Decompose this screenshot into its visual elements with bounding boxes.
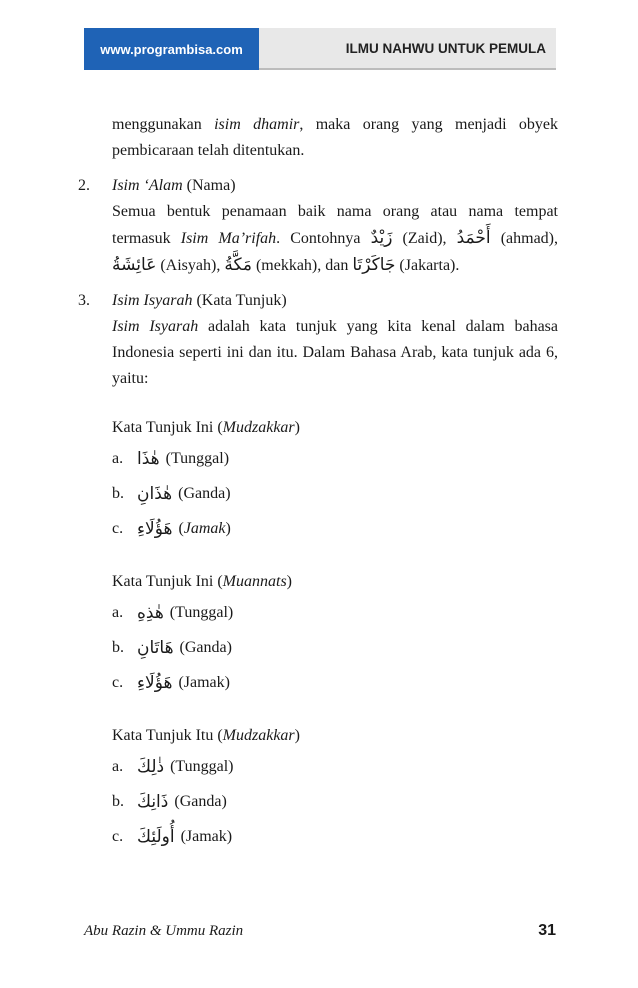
paren: (	[179, 638, 185, 656]
item-meaning: Ganda	[183, 484, 226, 502]
item-label: b.	[112, 792, 124, 810]
list-item	[78, 476, 558, 511]
author-credit: Abu Razin & Ummu Razin	[84, 922, 244, 939]
heading-term: Isim ‘Alam	[112, 177, 183, 194]
item-meaning: Tunggal	[175, 757, 229, 775]
arabic-word: أَحْمَدُ	[456, 228, 491, 248]
demonstrative-group	[78, 569, 558, 700]
item-meaning: Ganda	[179, 792, 222, 810]
paren: )	[223, 449, 230, 467]
item-label: c.	[112, 827, 124, 845]
item-label: c.	[112, 673, 124, 691]
arabic-word: زَيْدٌ	[370, 228, 393, 248]
gloss: (Jakarta).	[395, 257, 460, 274]
item-label: b.	[112, 638, 124, 656]
body-text: . Contohnya	[276, 230, 371, 247]
website-label: www.programbisa.com	[84, 28, 259, 70]
group-heading	[78, 415, 558, 441]
book-title: ILMU NAHWU UNTUK PEMULA	[259, 28, 556, 70]
paren: (	[169, 603, 176, 621]
gloss: (Zaid),	[392, 230, 457, 247]
list-item	[78, 749, 558, 784]
group-heading	[78, 723, 558, 749]
body-text: adalah kata tunjuk yang kita kenal dalam bahasa Indonesia seperti ini dan itu. Dalam Bahasa Arab, kata tunjuk ada 6, yaitu:	[112, 318, 559, 387]
paren: (	[178, 673, 184, 691]
paren: (	[174, 792, 180, 810]
paren: )	[224, 673, 230, 691]
item-label: a.	[112, 603, 124, 621]
arabic-word: عَائِشَةُ	[112, 255, 157, 275]
gloss: (Aisyah),	[156, 257, 225, 274]
section-heading	[112, 173, 558, 199]
paren: (	[165, 449, 171, 467]
body-text: Semua bentuk penamaan baik nama orang atau nama tempat termasuk	[112, 203, 558, 247]
section-number: 3.	[78, 292, 90, 309]
page-header	[84, 28, 556, 70]
list-item	[78, 665, 558, 700]
page-content	[78, 112, 558, 854]
paren: )	[226, 638, 232, 656]
paren: )	[227, 603, 234, 621]
arabic-word: هَاتَانِ	[137, 637, 174, 658]
demonstrative-group	[78, 415, 558, 546]
intro-text: menggunakan	[112, 116, 215, 133]
list-item	[78, 819, 558, 854]
group-heading-close: )	[294, 419, 300, 436]
item-meaning: Ganda	[184, 638, 227, 656]
arabic-word: أُولَئِكَ	[137, 826, 175, 847]
group-heading	[78, 569, 558, 595]
body-term: Isim Ma’rifah	[180, 230, 277, 247]
group-heading-term: Mudzakkar	[222, 419, 295, 436]
gloss: (mekkah), dan	[251, 257, 353, 274]
paren: )	[221, 792, 227, 810]
group-heading-text: Kata Tunjuk Itu (	[112, 727, 223, 744]
page-footer	[84, 922, 556, 940]
item-label: b.	[112, 484, 124, 502]
item-label: a.	[112, 449, 124, 467]
item-meaning: Jamak	[183, 673, 225, 691]
paren: )	[225, 484, 231, 502]
group-heading-term: Muannats	[222, 573, 287, 590]
list-item	[78, 441, 558, 476]
arabic-word: ذَانِكَ	[137, 791, 169, 812]
heading-text: (Nama)	[182, 177, 236, 194]
list-item	[78, 595, 558, 630]
section-body	[112, 314, 558, 392]
arabic-word: هٰذِهِ	[137, 602, 164, 623]
section-number: 2.	[78, 177, 90, 194]
item-meaning: Jamak	[185, 827, 227, 845]
gloss: (ahmad),	[490, 230, 559, 247]
page-number: 31	[538, 922, 556, 939]
paren: )	[228, 757, 234, 775]
paren: (	[180, 827, 186, 845]
section-body	[112, 199, 558, 279]
paren: (	[170, 757, 176, 775]
item-meaning: Tunggal	[175, 603, 228, 621]
section-isim-isyarah	[78, 288, 558, 392]
body-term: Isim Isyarah	[112, 318, 199, 335]
list-item	[78, 511, 558, 546]
heading-text: (Kata Tunjuk)	[192, 292, 287, 309]
heading-term: Isim Isyarah	[112, 292, 193, 309]
arabic-word: هٰذَانِ	[137, 483, 173, 504]
paren: )	[226, 827, 233, 845]
arabic-word: هَؤُلَاءِ	[137, 518, 173, 539]
group-heading-text: Kata Tunjuk Ini (	[112, 419, 223, 436]
intro-term: isim dhamir	[214, 116, 300, 133]
group-heading-text: Kata Tunjuk Ini (	[112, 573, 223, 590]
group-heading-close: )	[294, 727, 300, 744]
paren: (	[178, 484, 184, 502]
arabic-word: ذٰلِكَ	[137, 756, 165, 777]
arabic-word: هَؤُلَاءِ	[137, 672, 173, 693]
item-label: c.	[112, 519, 124, 537]
item-label: a.	[112, 757, 124, 775]
paren: (	[178, 519, 184, 537]
demonstrative-group	[78, 723, 558, 854]
arabic-word: جَاكَرْتَا	[352, 255, 396, 275]
list-item	[78, 630, 558, 665]
arabic-word: مَكَّةُ	[224, 255, 252, 275]
paren: )	[225, 519, 231, 537]
intro-text-end: , maka orang yang menjadi obyek pembicaraan telah ditentukan.	[112, 116, 558, 159]
arabic-word: هٰذَا	[137, 448, 160, 469]
list-item	[78, 784, 558, 819]
intro-paragraph	[78, 112, 558, 164]
item-meaning: Jamak	[183, 519, 226, 537]
item-meaning: Tunggal	[170, 449, 224, 467]
section-heading	[112, 288, 558, 314]
group-heading-term: Mudzakkar	[222, 727, 295, 744]
group-heading-close: )	[286, 573, 292, 590]
section-isim-alam	[78, 173, 558, 279]
